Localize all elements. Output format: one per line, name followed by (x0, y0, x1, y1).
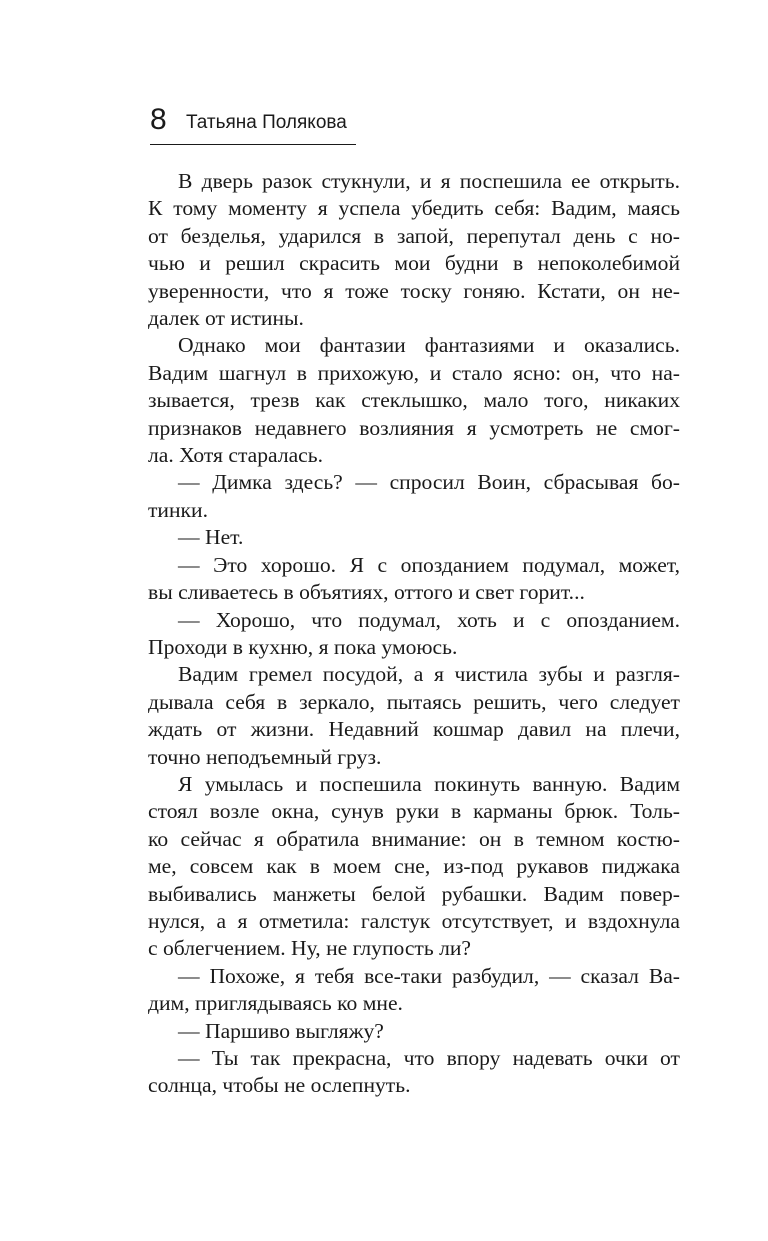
text-line: нулся, а я отметила: галстук отсутствует, и вздохнула (148, 908, 680, 933)
text-line: выбивались манжеты белой рубашки. Вадим повер- (148, 881, 680, 906)
running-header (150, 100, 356, 145)
paragraph (148, 607, 680, 662)
text-line: ла. Хотя старалась. (148, 443, 324, 468)
text-line: — Ты так прекрасна, что впору надевать очки от (178, 1046, 680, 1070)
text-line: с облегчением. Ну, не глупость ли? (148, 936, 472, 961)
text-line: признаков недавнего возлияния я усмотреть не смог- (148, 415, 680, 440)
text-line: чью и решил скрасить мои будни в непоколебимой (148, 251, 680, 276)
running-head-author: Татьяна Полякова (186, 112, 347, 133)
text-line: ждать от жизни. Недавний кошмар давил на плечи, (148, 717, 680, 742)
text-line: Вадим гремел посудой, а я чистила зубы и разгля- (178, 662, 680, 687)
text-line: точно неподъемный груз. (148, 744, 382, 769)
text-line: — Это хорошо. Я с опозданием подумал, может, (178, 552, 680, 577)
text-line: тинки. (148, 497, 208, 522)
text-line: ме, совсем как в моем сне, из-под рукавов пиджака (148, 854, 680, 879)
text-line: далек от истины. (148, 306, 304, 331)
paragraph (148, 168, 680, 332)
body-text (148, 168, 680, 1100)
text-line: Я умылась и поспешила покинуть ванную. Вадим (178, 771, 680, 796)
text-line: зывается, трезв как стеклышко, мало того, никаких (148, 388, 680, 413)
paragraph (148, 771, 680, 963)
text-line: К тому моменту я успела убедить себя: Вадим, маясь (148, 196, 680, 221)
paragraph (148, 1018, 680, 1045)
text-line: дим, приглядываясь ко мне. (148, 991, 403, 1016)
text-line: — Нет. (178, 525, 244, 550)
text-line: — Паршиво выгляжу? (178, 1018, 384, 1043)
text-line: Однако мои фантазии фантазиями и оказались. (178, 333, 680, 358)
text-line: вы сливаетесь в объятиях, оттого и свет горит... (148, 580, 585, 605)
text-line: В дверь разок стукнули, и я поспешила ее открыть. (178, 169, 680, 193)
paragraph (148, 469, 680, 524)
text-line: дывала себя в зеркало, пытаясь решить, чего следует (148, 689, 680, 714)
text-line: уверенности, что я тоже тоску гоняю. Кстати, он не- (148, 278, 680, 303)
text-line: — Димка здесь? — спросил Воин, сбрасывая бо- (178, 470, 680, 495)
text-line: Проходи в кухню, я пока умоюсь. (148, 634, 458, 659)
text-line: — Похоже, я тебя все-таки разбудил, — сказал Ва- (178, 963, 680, 988)
paragraph (148, 332, 680, 469)
page-number: 8 (150, 103, 167, 136)
text-line: — Хорошо, что подумал, хоть и с опозданием. (178, 607, 680, 632)
paragraph (148, 524, 680, 551)
paragraph (148, 552, 680, 607)
text-line: от безделья, ударился в запой, перепутал день с но- (148, 223, 680, 248)
paragraph (148, 661, 680, 771)
text-line: стоял возле окна, сунув руки в карманы брюк. Толь- (148, 799, 680, 824)
paragraph (148, 963, 680, 1018)
text-line: Вадим шагнул в прихожую, и стало ясно: он, что на- (148, 360, 680, 385)
text-line: ко сейчас я обратила внимание: он в темном костю- (148, 826, 680, 851)
text-line: солнца, чтобы не ослепнуть. (148, 1073, 411, 1098)
paragraph (148, 1045, 680, 1100)
